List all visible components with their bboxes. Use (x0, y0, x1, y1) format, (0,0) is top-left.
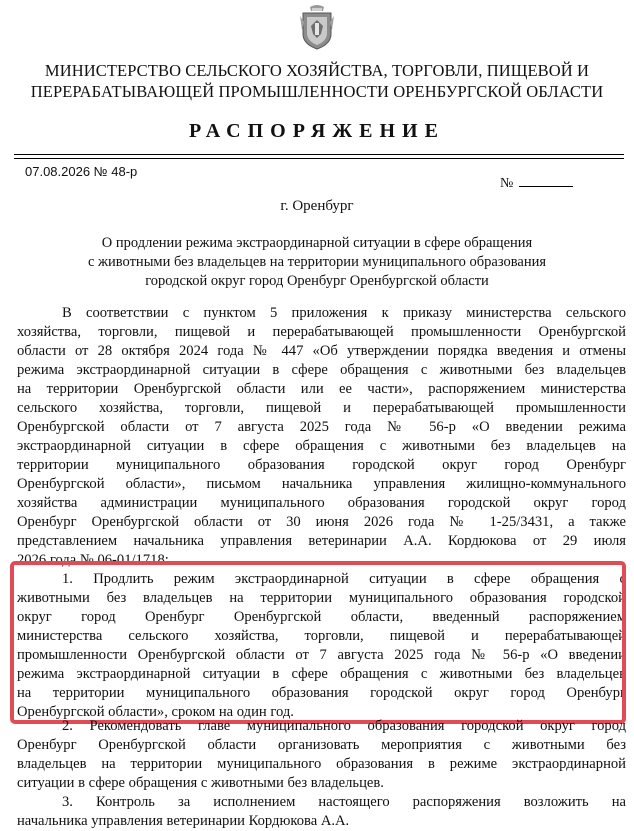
preamble-line: хозяйства администрации муниципального образования городской округ город (17, 495, 626, 511)
header-divider (14, 154, 624, 155)
preamble-line: сельского хозяйства, торговли, пищевой и перерабатывающей промышленности (17, 400, 626, 416)
clause-1-paragraph (17, 570, 626, 722)
clause-1-line: министерства сельского хозяйства, торговли, пищевой и перерабатывающей (17, 628, 626, 644)
clause-3-line: начальника управления ветеринарии Кордюкова А.А. (17, 813, 350, 829)
date-number-stamp: 07.08.2026 № 48-р (25, 164, 138, 179)
clause-2-line: владельцев на территории муниципального образования в режиме экстраординарной (17, 756, 626, 772)
ministry-line-2: ПЕРЕРАБАТЫВАЮЩЕЙ ПРОМЫШЛЕННОСТИ ОРЕНБУРГСКОЙ ОБЛАСТИ (30, 82, 604, 101)
document-subject (24, 234, 610, 291)
subject-line: городской округ город Оренбург Оренбургской области (145, 273, 489, 289)
clause-1-line: режима экстраординарной ситуации в сфере обращения с животными без владельцев (17, 666, 626, 682)
preamble-paragraph (17, 304, 626, 570)
document-title: РАСПОРЯЖЕНИЕ (189, 120, 445, 142)
number-blank (519, 186, 573, 187)
clause-2-line: Оренбург Оренбургской области организовать мероприятия с животными без (17, 737, 626, 753)
subject-line: О продлении режима экстраординарной ситуации в сфере обращения (101, 235, 533, 251)
preamble-line: Оренбургской области», письмом начальника управления жилищно-коммунального (17, 476, 626, 492)
preamble-line: Оренбургской области от 7 августа 2025 года № 56-р «О введении режима (17, 419, 626, 435)
preamble-line: на территории Оренбургской области или ее части», распоряжением министерства (17, 381, 626, 397)
ministry-name (20, 60, 614, 102)
clause-2-line: 2. Рекомендовать главе муниципального образования городской округ город (62, 718, 626, 734)
preamble-line: режима экстраординарной ситуации в сфере обращения с животными без владельцев (17, 362, 626, 378)
preamble-line: территории муниципального образования городской округ город Оренбург (17, 457, 626, 473)
preamble-line: представлением начальника управления ветеринарии А.А. Кордюкова от 29 июля (17, 533, 626, 549)
preamble-line: хозяйства, торговли, пищевой и перерабатывающей промышленности Оренбургской (17, 324, 626, 340)
clause-1-line: Оренбургской области», сроком на один год. (17, 704, 294, 720)
preamble-line: 2026 года № 06-01/1718: (17, 552, 169, 568)
clause-2-paragraph (17, 717, 626, 793)
subject-line: с животными без владельцев на территории муниципального образования (87, 254, 547, 270)
clause-1-line: промышленности Оренбургской области от 7 августа 2025 года № 56-р «О введении (17, 647, 626, 663)
preamble-line: экстраординарной ситуации в сфере обращения с животными без владельцев на (17, 438, 626, 454)
number-field (500, 176, 573, 192)
clause-3-paragraph (17, 793, 626, 831)
clause-1-line: 1. Продлить режим экстраординарной ситуации в сфере обращения с (62, 571, 626, 587)
clause-2-line: ситуации в сфере обращения с животными без владельцев. (17, 775, 384, 791)
preamble-line: Оренбург Оренбургской области от 30 июня 2026 года № 1-25/3431, а также (17, 514, 626, 530)
clause-1-line: округ город Оренбург Оренбургской области, введенный распоряжением (17, 609, 626, 625)
header-divider-thin (14, 158, 624, 159)
clause-3-line: 3. Контроль за исполнением настоящего распоряжения возложить на (62, 794, 626, 810)
city: г. Оренбург (280, 198, 354, 214)
preamble-line: области от 28 октября 2024 года № 447 «Об утверждении порядка введения и отмены (17, 343, 626, 359)
coat-of-arms-emblem (299, 4, 335, 50)
preamble-line: В соответствии с пунктом 5 приложения к приказу министерства сельского (62, 305, 626, 321)
ministry-line-1: МИНИСТЕРСТВО СЕЛЬСКОГО ХОЗЯЙСТВА, ТОРГОВЛИ, ПИЩЕВОЙ И (44, 61, 590, 80)
clause-1-line: животными без владельцев на территории муниципального образования городской (17, 590, 626, 606)
clause-1-line: на территории муниципального образования городской округ город Оренбург (17, 685, 626, 701)
number-label: № (500, 176, 514, 191)
